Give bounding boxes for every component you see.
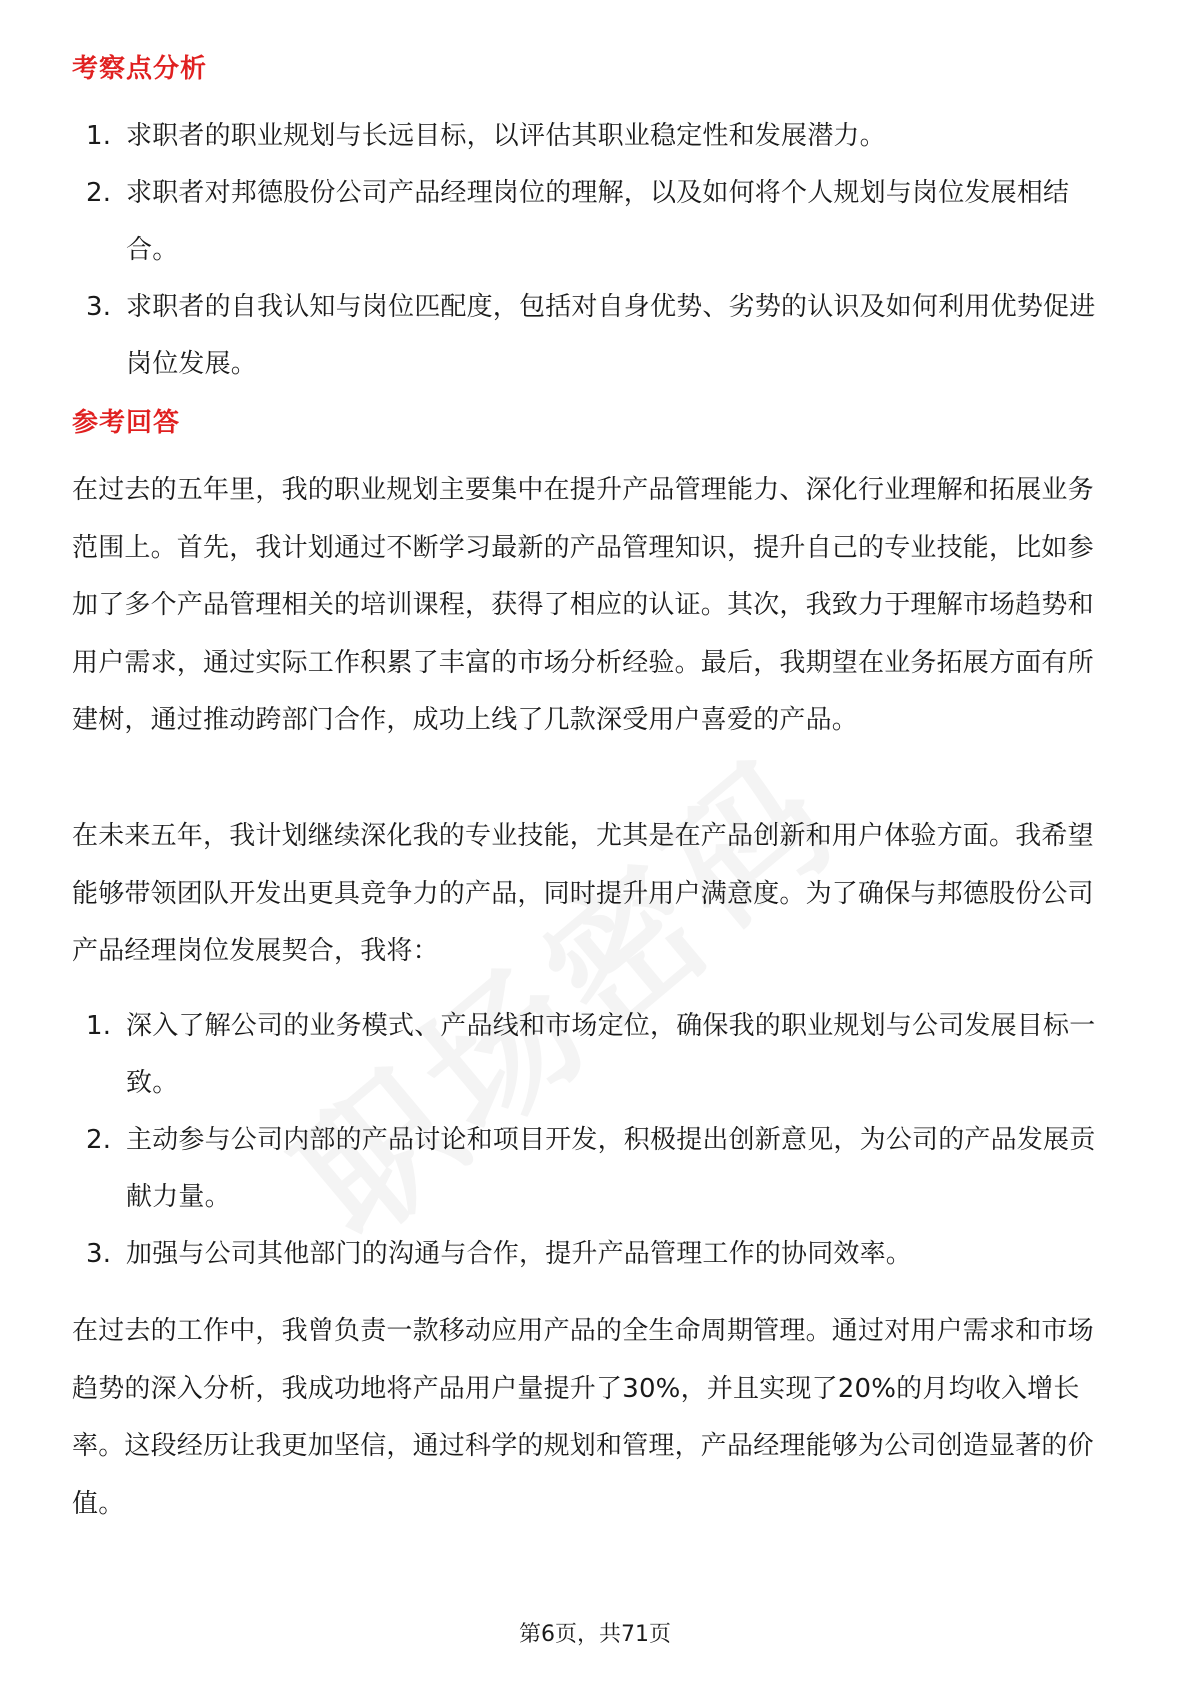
list-item — [72, 108, 1118, 165]
list-number: 2. — [86, 178, 112, 208]
list-item-text: 求职者的自我认知与岗位匹配度，包括对自身优势、劣势的认识及如何利用优势促进岗位发展。 — [126, 292, 1096, 379]
answer-paragraph-3: 在过去的工作中，我曾负责一款移动应用产品的全生命周期管理。通过对用户需求和市场趋势的深入分析，我成功地将产品用户量提升了30%，并且实现了20%的月均收入增长率。这段经历让我更加坚信，通过科学的规划和管理，产品经理能够为公司创造显著的价值。 — [72, 1316, 1094, 1519]
answer-paragraph-2: 在未来五年，我计划继续深化我的专业技能，尤其是在产品创新和用户体验方面。我希望能够带领团队开发出更具竞争力的产品，同时提升用户满意度。为了确保与邦德股份公司产品经理岗位发展契合，我将： — [72, 821, 1094, 966]
list-item — [72, 1112, 1118, 1226]
page-footer: 第6页，共71页 — [519, 1622, 671, 1647]
list-item-text: 加强与公司其他部门的沟通与合作，提升产品管理工作的协同效率。 — [126, 1239, 913, 1269]
list-number: 1. — [86, 121, 112, 151]
list-item — [72, 998, 1118, 1112]
plan-list — [72, 998, 1118, 1283]
analysis-list — [72, 108, 1118, 393]
list-number: 3. — [86, 1239, 112, 1269]
list-item — [72, 1226, 1118, 1283]
list-item-text: 主动参与公司内部的产品讨论和项目开发，积极提出创新意见，为公司的产品发展贡献力量。 — [126, 1125, 1096, 1212]
list-item-text: 深入了解公司的业务模式、产品线和市场定位，确保我的职业规划与公司发展目标一致。 — [126, 1011, 1096, 1098]
list-number: 2. — [86, 1125, 112, 1155]
list-item — [72, 279, 1118, 393]
list-number: 3. — [86, 292, 112, 322]
list-item-text: 求职者对邦德股份公司产品经理岗位的理解，以及如何将个人规划与岗位发展相结合。 — [126, 178, 1070, 265]
list-item-text: 求职者的职业规划与长远目标，以评估其职业稳定性和发展潜力。 — [126, 121, 886, 151]
answer-paragraph-1: 在过去的五年里，我的职业规划主要集中在提升产品管理能力、深化行业理解和拓展业务范围上。首先，我计划通过不断学习最新的产品管理知识，提升自己的专业技能，比如参加了多个产品管理相关的培训课程，获得了相应的认证。其次，我致力于理解市场趋势和用户需求，通过实际工作积累了丰富的市场分析经验。最后，我期望在业务拓展方面有所建树，通过推动跨部门合作，成功上线了几款深受用户喜爱的产品。 — [72, 475, 1094, 735]
section-heading-analysis: 考察点分析 — [72, 54, 208, 84]
list-item — [72, 165, 1118, 279]
section-heading-answer: 参考回答 — [72, 408, 181, 438]
list-number: 1. — [86, 1011, 112, 1041]
